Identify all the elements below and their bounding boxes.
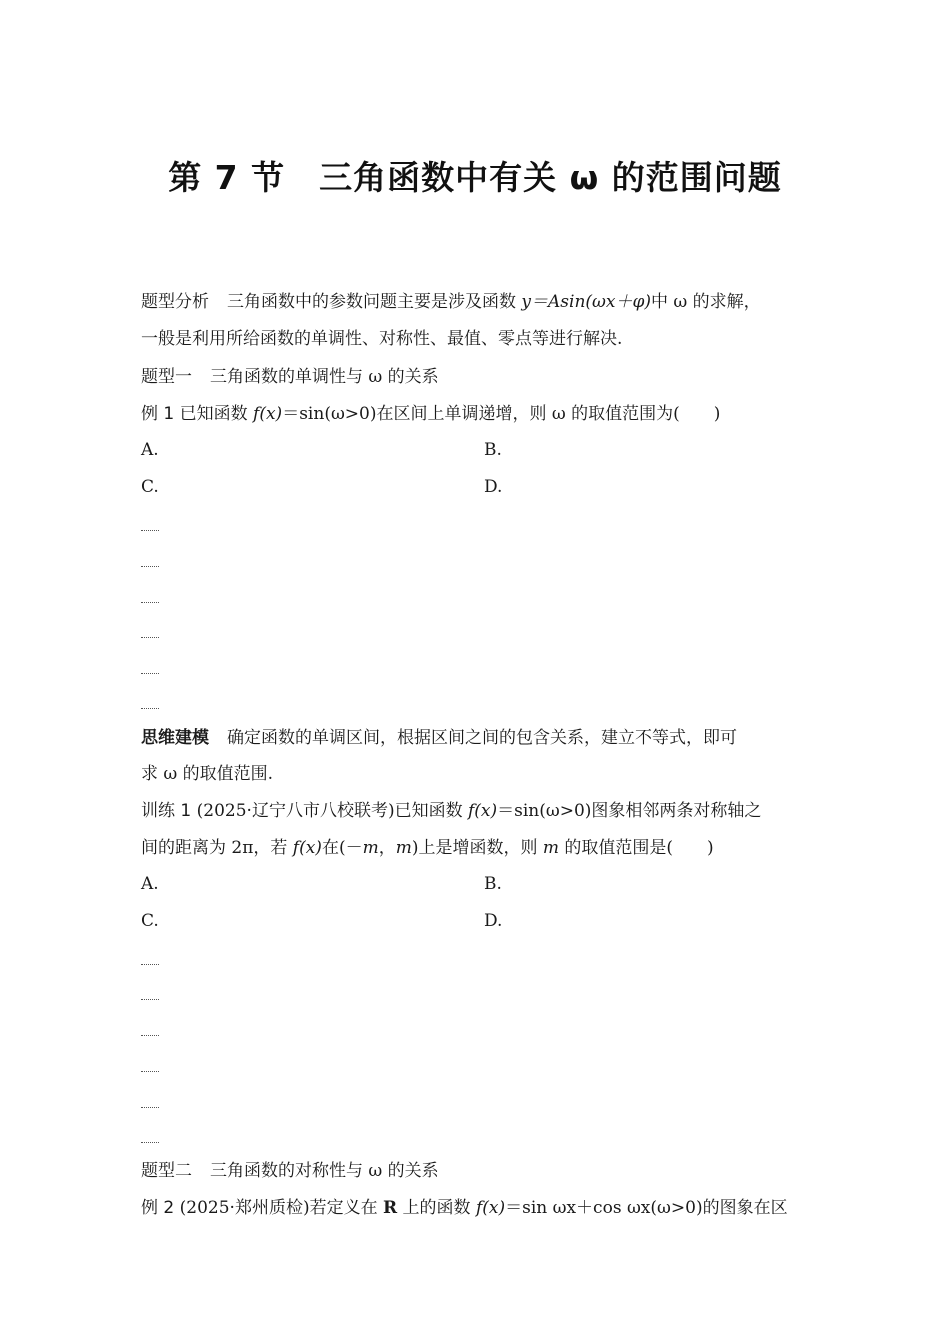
training1-option-a: A. xyxy=(141,874,159,894)
answer-dots xyxy=(141,1107,159,1108)
training1-text: 的取值范围是( ) xyxy=(559,838,714,858)
example1-option-c: C. xyxy=(141,477,159,497)
training1-label: 训练 1 xyxy=(141,801,192,821)
type2-heading xyxy=(141,1160,821,1182)
training1-m: m xyxy=(395,838,412,858)
answer-dots xyxy=(141,1035,159,1036)
analysis-text: 三角函数中的参数问题主要是涉及函数 xyxy=(227,292,522,312)
training1-line-1 xyxy=(141,800,821,822)
example2-fx: f(x) xyxy=(475,1198,506,1218)
type1-heading xyxy=(141,366,821,388)
answer-dots xyxy=(141,1142,159,1143)
answer-dots xyxy=(141,673,159,674)
analysis-label: 题型分析 xyxy=(141,292,209,312)
training1-comma: ， xyxy=(378,838,396,858)
training1-text: 在(－ xyxy=(321,838,363,858)
answer-dots xyxy=(141,602,159,603)
answer-dots xyxy=(141,637,159,638)
answer-dots xyxy=(141,708,159,709)
type1-label: 题型一 xyxy=(141,367,192,387)
example1-label: 例 1 xyxy=(141,404,175,424)
example2-R: R xyxy=(382,1198,398,1218)
answer-dots xyxy=(141,999,159,1000)
answer-dots xyxy=(141,566,159,567)
training1-fx: f(x) xyxy=(467,801,498,821)
example1-text-pre: 已知函数 xyxy=(179,404,254,424)
analysis-line-2: 一般是利用所给函数的单调性、对称性、最值、零点等进行解决. xyxy=(141,329,623,349)
training1-fx2: f(x) xyxy=(292,838,322,858)
analysis-formula: y＝Asin(ωx＋φ) xyxy=(521,292,652,312)
type2-label: 题型二 xyxy=(141,1161,192,1181)
example2-question xyxy=(141,1197,821,1219)
type1-text: 三角函数的单调性与 ω 的关系 xyxy=(210,367,439,387)
answer-dots xyxy=(141,1071,159,1072)
training1-source: (2025·辽宁八市八校联考) xyxy=(196,801,395,821)
example1-option-a: A. xyxy=(141,440,159,460)
training1-m: m xyxy=(542,838,560,858)
example2-text-mid: 上的函数 xyxy=(397,1198,476,1218)
training1-text: 间的距离为 2π，若 xyxy=(141,838,293,858)
training1-option-b: B. xyxy=(484,874,502,894)
modeling-text: 确定函数的单调区间，根据区间之间的包含关系，建立不等式，即可 xyxy=(227,728,737,748)
example2-text-post: ＝sin ωx＋cos ωx(ω>0)的图象在区 xyxy=(505,1198,788,1218)
example1-question xyxy=(141,403,821,425)
training1-text-pre: 已知函数 xyxy=(394,801,468,821)
example1-option-d: D. xyxy=(484,477,503,497)
training1-text-post: ＝sin(ω>0)图象相邻两条对称轴之 xyxy=(497,801,762,821)
analysis-line-1 xyxy=(141,291,821,313)
training1-m: m xyxy=(362,838,379,858)
modeling-line-2: 求 ω 的取值范围. xyxy=(141,764,274,784)
example2-text-pre: 若定义在 xyxy=(309,1198,383,1218)
answer-dots xyxy=(141,530,159,531)
training1-option-c: C. xyxy=(141,911,159,931)
training1-line-2 xyxy=(141,837,821,859)
example2-source: (2025·郑州质检) xyxy=(179,1198,310,1218)
example2-label: 例 2 xyxy=(141,1198,175,1218)
type2-text: 三角函数的对称性与 ω 的关系 xyxy=(210,1161,439,1181)
page-title: 第 7 节 三角函数中有关 ω 的范围问题 xyxy=(168,158,782,197)
training1-text: )上是增函数，则 xyxy=(411,838,543,858)
training1-option-d: D. xyxy=(484,911,503,931)
modeling-line-1 xyxy=(141,727,821,749)
example1-text-post: ＝sin(ω>0)在区间上单调递增，则 ω 的取值范围为( ) xyxy=(282,404,721,424)
example1-fx: f(x) xyxy=(253,404,283,424)
example1-option-b: B. xyxy=(484,440,502,460)
modeling-label: 思维建模 xyxy=(141,728,209,748)
answer-dots xyxy=(141,964,159,965)
analysis-text-end: 中 ω 的求解， xyxy=(651,292,761,312)
